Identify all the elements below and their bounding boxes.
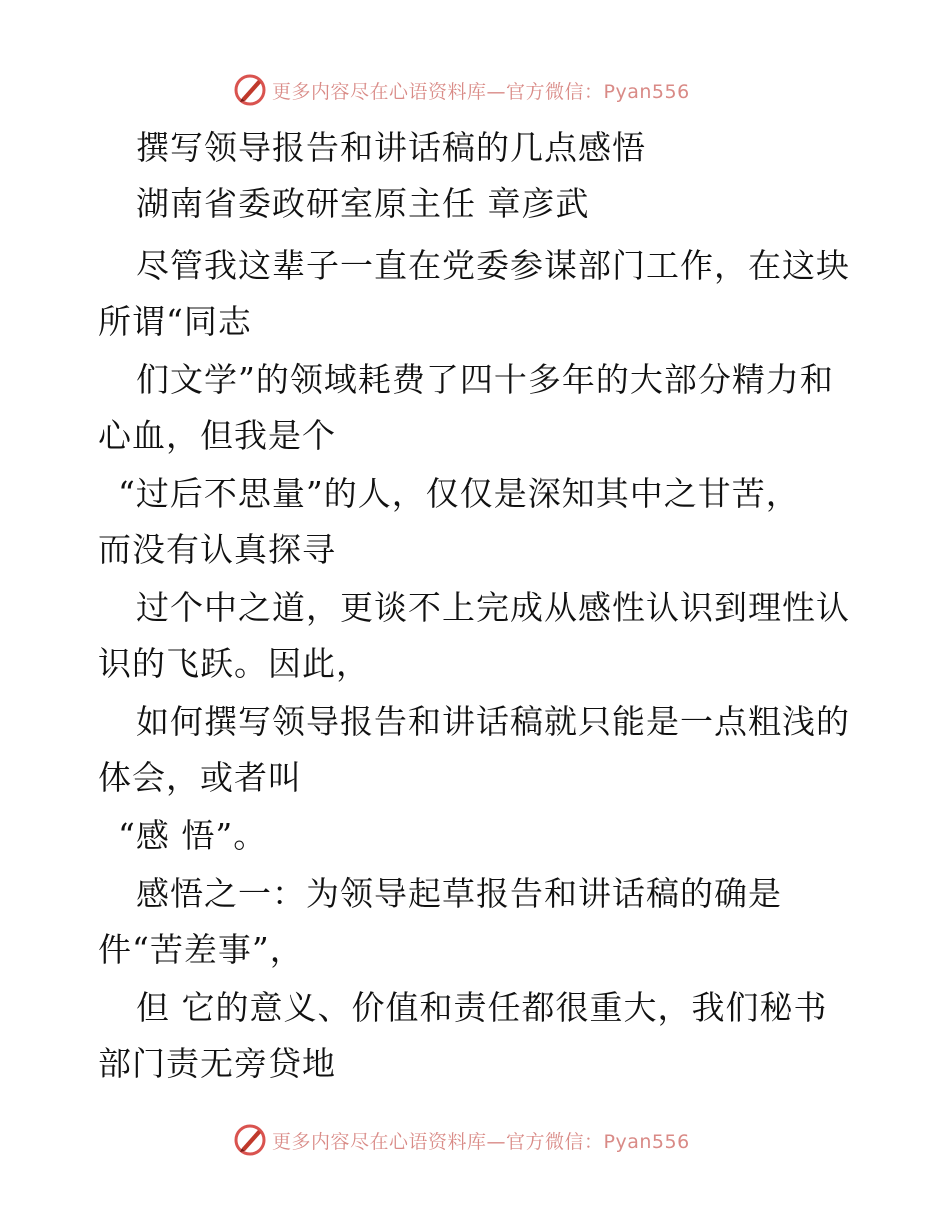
pen-logo-icon <box>232 1122 268 1158</box>
document-title: 撰写领导报告和讲话稿的几点感悟 <box>136 128 646 167</box>
paragraph-line: 但 它的意义、价值和责任都很重大，我们秘书 <box>136 988 828 1027</box>
paragraph-line: 们文学”的领域耗费了四十多年的大部分精力和 <box>136 360 834 399</box>
footer-banner-text: 更多内容尽在心语资料库—官方微信：Pyan556 <box>272 1130 690 1153</box>
paragraph-line: “过后不思量”的人，仅仅是深知其中之甘苦， <box>118 474 800 513</box>
paragraph-line: 感悟之一：为领导起草报告和讲话稿的确是 <box>136 874 782 913</box>
paragraph-line: 件“苦差事”， <box>98 930 304 969</box>
paragraph-line: 而没有认真探寻 <box>98 530 336 569</box>
header-banner <box>232 70 690 110</box>
paragraph-line: “感 悟”。 <box>118 816 268 855</box>
paragraph-line: 心血，但我是个 <box>98 416 336 455</box>
paragraph-line: 识的飞跃。因此， <box>98 644 370 683</box>
paragraph-line: 如何撰写领导报告和讲话稿就只能是一点粗浅的 <box>136 702 850 741</box>
paragraph-line: 过个中之道，更谈不上完成从感性认识到理性认 <box>136 588 850 627</box>
paragraph-line: 体会，或者叫 <box>98 758 302 797</box>
footer-banner <box>232 1120 690 1160</box>
author-line: 湖南省委政研室原主任 章彦武 <box>136 184 590 223</box>
paragraph-line: 尽管我这辈子一直在党委参谋部门工作，在这块 <box>136 246 850 285</box>
paragraph-line: 所谓“同志 <box>98 302 252 341</box>
header-banner-text: 更多内容尽在心语资料库—官方微信：Pyan556 <box>272 80 690 103</box>
paragraph-line: 部门责无旁贷地 <box>98 1044 336 1083</box>
pen-logo-icon <box>232 72 268 108</box>
